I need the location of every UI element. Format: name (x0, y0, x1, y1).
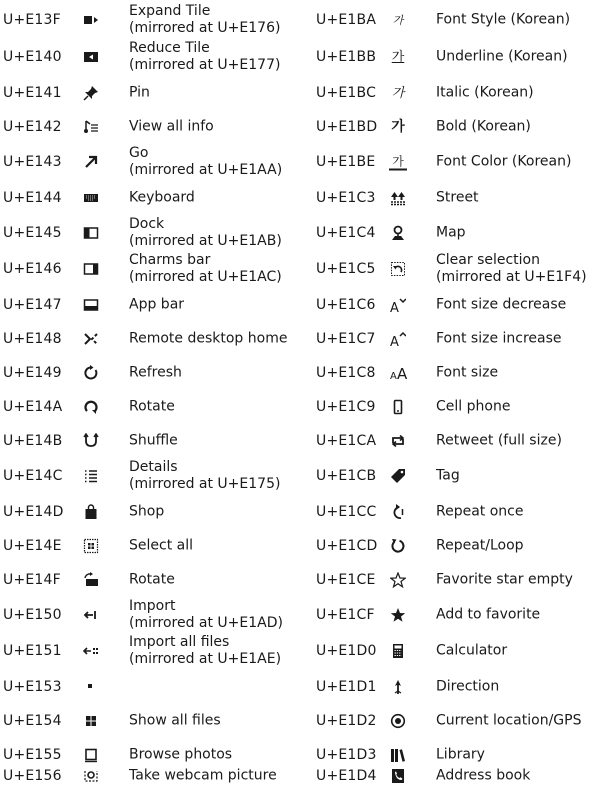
codepoint: U+E1CE (316, 572, 376, 588)
tag-icon (389, 467, 407, 485)
retweet-icon (389, 432, 407, 450)
reduce-tile-icon (82, 48, 100, 66)
glyph-row (0, 598, 300, 632)
glyph-row (0, 759, 300, 793)
glyph-description: Pin (129, 84, 150, 101)
codepoint: U+E144 (3, 190, 62, 206)
glyph-row (0, 390, 300, 424)
svg-text:A: A (390, 371, 397, 381)
glyph-row (313, 356, 600, 390)
glyph-row (0, 704, 300, 738)
glyph-row (0, 76, 300, 110)
glyph-description: Clear selection (mirrored at U+E1F4) (436, 252, 587, 285)
glyph-row (313, 145, 600, 179)
shop-icon (82, 503, 100, 521)
glyph-row (313, 3, 600, 37)
glyph-description: Reduce Tile (mirrored at U+E177) (129, 40, 281, 73)
address-book-icon (389, 767, 407, 785)
glyph-description: Italic (Korean) (436, 84, 534, 101)
glyph-row (313, 181, 600, 215)
codepoint: U+E1BE (316, 154, 376, 170)
glyph-description: Import (mirrored at U+E1AD) (129, 598, 283, 631)
glyph-row (313, 598, 600, 632)
glyph-row (313, 110, 600, 144)
favorite-star-empty-icon (389, 571, 407, 589)
glyph-description: Rotate (129, 571, 175, 588)
glyph-description: Library (436, 746, 485, 763)
glyph-description: Tag (436, 467, 460, 484)
glyph-row (313, 459, 600, 493)
codepoint: U+E142 (3, 119, 62, 135)
codepoint: U+E1CF (316, 607, 375, 623)
glyph-description: Import all files (mirrored at U+E1AE) (129, 634, 282, 667)
codepoint: U+E1C7 (316, 331, 376, 347)
refresh-icon (82, 364, 100, 382)
glyph-row (313, 759, 600, 793)
codepoint: U+E1BB (316, 49, 377, 65)
webcam-icon (82, 767, 100, 785)
glyph-description: Underline (Korean) (436, 48, 568, 65)
glyph-row (0, 322, 300, 356)
import-icon (82, 606, 100, 624)
glyph-description: App bar (129, 296, 185, 313)
charms-bar-icon (82, 260, 100, 278)
codepoint: U+E148 (3, 331, 62, 347)
glyph-row (313, 495, 600, 529)
import-all-files-icon (82, 642, 100, 660)
go-arrow-icon (82, 153, 100, 171)
glyph-row (0, 110, 300, 144)
glyph-description: Bold (Korean) (436, 118, 531, 135)
codepoint: U+E155 (3, 747, 62, 763)
codepoint: U+E1D3 (316, 747, 377, 763)
codepoint: U+E1C3 (316, 190, 376, 206)
codepoint: U+E141 (3, 85, 62, 101)
codepoint: U+E151 (3, 643, 62, 659)
codepoint: U+E153 (3, 679, 62, 695)
glyph-description: Street (436, 189, 479, 206)
glyph-row (0, 563, 300, 597)
glyph-row (313, 76, 600, 110)
details-icon (82, 467, 100, 485)
clear-selection-icon (389, 260, 407, 278)
remote-desktop-home-icon (82, 330, 100, 348)
font-size-icon (389, 364, 411, 382)
svg-text:A: A (397, 365, 408, 381)
codepoint: U+E1D0 (316, 643, 377, 659)
glyph-description: Take webcam picture (129, 767, 277, 784)
rotate-icon (82, 398, 100, 416)
codepoint: U+E1C9 (316, 399, 376, 415)
glyph-description: Direction (436, 678, 500, 695)
glyph-row (0, 634, 300, 668)
glyph-description: Current location/GPS (436, 712, 582, 729)
dock-icon (82, 224, 100, 242)
calculator-icon (389, 642, 407, 660)
codepoint: U+E1CC (316, 504, 377, 520)
codepoint: U+E1BA (316, 12, 377, 28)
glyph-description: Repeat once (436, 503, 524, 520)
glyph-description: Select all (129, 537, 193, 554)
codepoint: U+E1CB (316, 468, 377, 484)
glyph-description: Font size increase (436, 330, 562, 347)
glyph-description: Browse photos (129, 746, 233, 763)
glyph-row (313, 252, 600, 286)
bold-korean-icon: 가 (391, 119, 405, 135)
glyph-description: Details (mirrored at U+E175) (129, 459, 281, 492)
small-square-icon (82, 678, 100, 696)
codepoint: U+E156 (3, 768, 62, 784)
glyph-description: Rotate (129, 398, 175, 415)
map-icon (389, 224, 407, 242)
view-all-info-icon (82, 118, 100, 136)
font-style-korean-icon: 가 (392, 13, 404, 27)
glyph-description: Retweet (full size) (436, 432, 562, 449)
codepoint: U+E1C4 (316, 225, 376, 241)
glyph-row (313, 40, 600, 74)
add-to-favorite-icon (389, 606, 407, 624)
shuffle-icon (82, 432, 100, 450)
glyph-row (0, 288, 300, 322)
glyph-description: Shuffle (129, 432, 178, 449)
codepoint: U+E1D1 (316, 679, 377, 695)
glyph-row (313, 424, 600, 458)
glyph-description: Expand Tile (mirrored at U+E176) (129, 3, 281, 36)
glyph-row (313, 529, 600, 563)
codepoint: U+E149 (3, 365, 62, 381)
glyph-row (313, 704, 600, 738)
glyph-row (313, 322, 600, 356)
codepoint: U+E1C8 (316, 365, 376, 381)
codepoint: U+E143 (3, 154, 62, 170)
codepoint: U+E150 (3, 607, 62, 623)
svg-text:A: A (390, 301, 399, 313)
glyph-row (313, 390, 600, 424)
glyph-row (0, 216, 300, 250)
glyph-row (0, 252, 300, 286)
glyph-description: Cell phone (436, 398, 511, 415)
glyph-row (0, 424, 300, 458)
glyph-row (0, 529, 300, 563)
glyph-description: Keyboard (129, 189, 195, 206)
codepoint: U+E14D (3, 504, 64, 520)
glyph-description: Map (436, 224, 466, 241)
glyph-description: Calculator (436, 642, 508, 659)
street-icon (389, 189, 407, 207)
codepoint: U+E1CA (316, 433, 377, 449)
codepoint: U+E154 (3, 713, 62, 729)
select-all-icon (82, 537, 100, 555)
codepoint: U+E14E (3, 538, 62, 554)
glyph-description: Font Style (Korean) (436, 11, 571, 28)
codepoint: U+E145 (3, 225, 62, 241)
codepoint: U+E14B (3, 433, 63, 449)
glyph-description: Font Color (Korean) (436, 153, 572, 170)
font-color-korean-icon: 가 (389, 154, 407, 171)
glyph-description: Address book (436, 767, 531, 784)
codepoint: U+E146 (3, 261, 62, 277)
codepoint: U+E147 (3, 297, 62, 313)
svg-text:A: A (390, 335, 399, 347)
glyph-row (0, 40, 300, 74)
glyph-row (313, 216, 600, 250)
glyph-description: Refresh (129, 364, 182, 381)
glyph-description: Go (mirrored at U+E1AA) (129, 145, 283, 178)
glyph-row (0, 495, 300, 529)
show-all-files-icon (82, 712, 100, 730)
glyph-description: Favorite star empty (436, 571, 573, 588)
glyph-description: Repeat/Loop (436, 537, 524, 554)
codepoint: U+E14F (3, 572, 61, 588)
glyph-description: View all info (129, 118, 214, 135)
codepoint: U+E14C (3, 468, 63, 484)
glyph-row (0, 181, 300, 215)
repeat-once-icon (389, 503, 407, 521)
cell-phone-icon (389, 398, 407, 416)
glyph-row (0, 3, 300, 37)
glyph-description: Dock (mirrored at U+E1AB) (129, 216, 282, 249)
glyph-row (0, 356, 300, 390)
glyph-description: Shop (129, 503, 165, 520)
glyph-row (0, 459, 300, 493)
current-location-icon (389, 712, 407, 730)
direction-icon (389, 678, 407, 696)
pin-icon (82, 84, 100, 102)
glyph-description: Font size decrease (436, 296, 567, 313)
codepoint: U+E1C5 (316, 261, 376, 277)
codepoint: U+E1BD (316, 119, 378, 135)
rotate-screen-icon (82, 571, 100, 589)
glyph-description: Show all files (129, 712, 221, 729)
codepoint: U+E1CD (316, 538, 378, 554)
codepoint: U+E14A (3, 399, 63, 415)
keyboard-icon (82, 189, 100, 207)
glyph-row (313, 563, 600, 597)
glyph-description: Remote desktop home (129, 330, 288, 347)
codepoint: U+E1BC (316, 85, 377, 101)
glyph-row (313, 288, 600, 322)
glyph-description: Charms bar (mirrored at U+E1AC) (129, 252, 282, 285)
codepoint: U+E1D4 (316, 768, 377, 784)
codepoint: U+E13F (3, 12, 61, 28)
expand-tile-icon (82, 11, 100, 29)
glyph-row (313, 634, 600, 668)
codepoint: U+E140 (3, 49, 62, 65)
glyph-row (0, 145, 300, 179)
codepoint: U+E1C6 (316, 297, 376, 313)
glyph-row (0, 670, 300, 704)
italic-korean-icon: 가 (391, 85, 405, 101)
app-bar-icon (82, 296, 100, 314)
repeat-loop-icon (389, 537, 407, 555)
font-size-increase-icon (389, 330, 407, 348)
font-size-decrease-icon (389, 296, 407, 314)
glyph-description: Add to favorite (436, 606, 541, 623)
codepoint: U+E1D2 (316, 713, 377, 729)
glyph-row (313, 670, 600, 704)
underline-korean-icon: 가 (391, 49, 405, 65)
glyph-description: Font size (436, 364, 499, 381)
